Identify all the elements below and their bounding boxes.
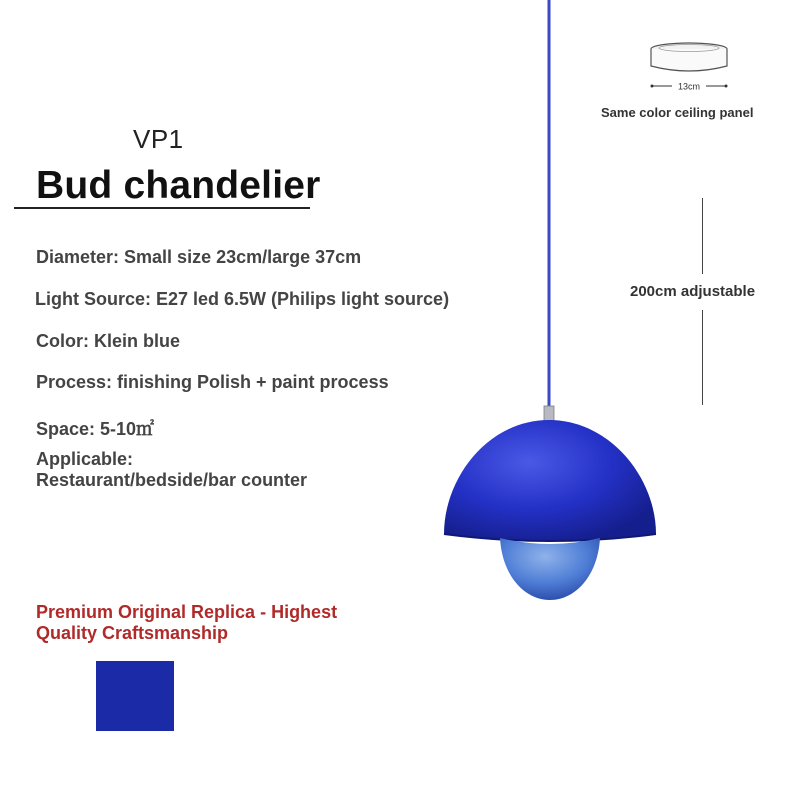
cord-length-label: 200cm adjustable	[630, 283, 756, 300]
lamp-bulb	[500, 538, 600, 600]
applicable-value: Restaurant/bedside/bar counter	[36, 470, 308, 490]
promo-text	[36, 602, 337, 644]
panel-dimension: 13cm	[677, 81, 701, 92]
ceiling-panel-label: Same color ceiling panel	[601, 105, 754, 120]
title-underline	[14, 207, 310, 209]
color-swatch	[96, 661, 174, 731]
promo-line-1: Premium Original Replica - Highest	[36, 602, 338, 622]
lamp-shade	[444, 420, 656, 541]
height-line-bottom	[702, 310, 703, 405]
promo-line-2: Quality Craftsmanship	[36, 623, 229, 643]
lamp-socket	[544, 406, 554, 422]
spec-diameter: Diameter: Small size 23cm/large 37cm	[36, 247, 362, 267]
applicable-label: Applicable:	[36, 449, 134, 469]
spec-light-source: Light Source: E27 led 6.5W (Philips light source)	[35, 289, 450, 309]
height-line-top	[702, 198, 703, 274]
spec-color: Color: Klein blue	[36, 331, 180, 351]
product-title: Bud chandelier	[36, 164, 321, 207]
spec-process: Process: finishing Polish + paint process	[36, 372, 389, 392]
spec-space: Space: 5-10㎡	[36, 419, 155, 439]
spec-applicable	[36, 449, 307, 491]
pendant-lamp-illustration	[440, 0, 660, 610]
model-number: VP1	[133, 124, 184, 154]
